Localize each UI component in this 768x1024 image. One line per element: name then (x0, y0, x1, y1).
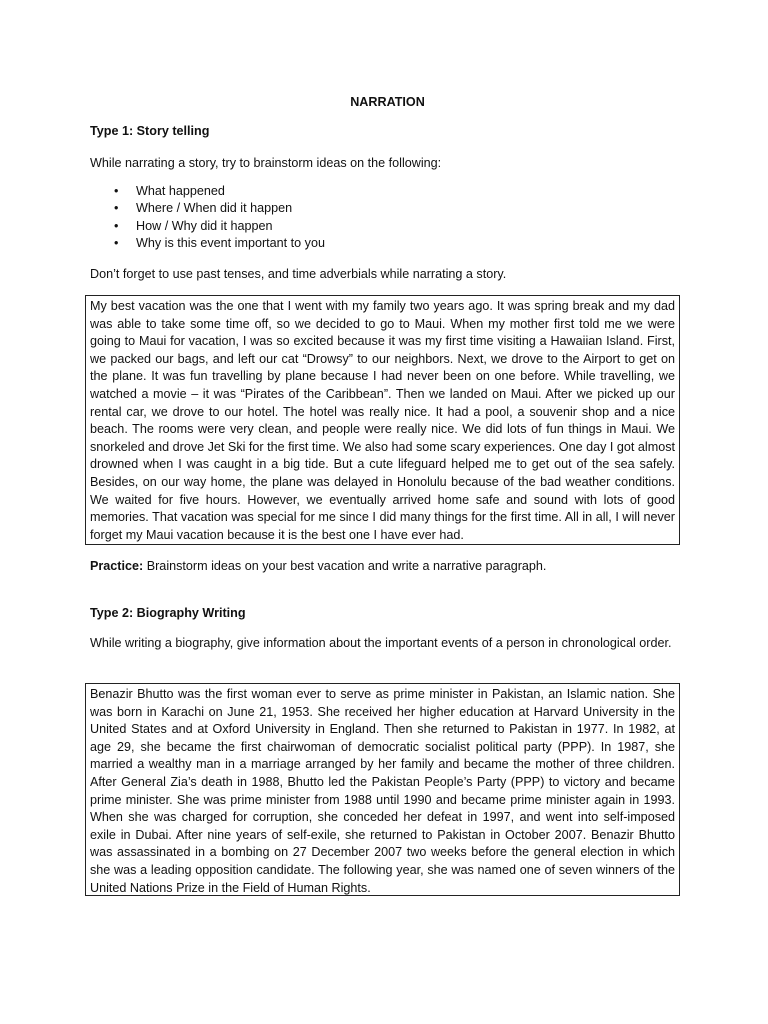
type1-heading: Type 1: Story telling (90, 124, 210, 138)
bullet-icon: • (114, 218, 119, 233)
list-item (90, 235, 325, 252)
biography-sample-text: Benazir Bhutto was the first woman ever to serve as prime minister in Pakistan, an Islamic nation. She was born in Karachi on June 21, 1953. She received her higher education at Harvard University in the United States and at Oxford University in England. Then she returned to Pakistan in 1977. In 1982, at age 29, she became the first chairwoman of democratic socialist political party (PPP). In 1987, she married a wealthy man in a marriage arranged by her family and became the mother of three children. After General Zia’s death in 1988, Bhutto led the Pakistan People’s Party (PPP) to victory and became prime minister. She was prime minister from 1988 until 1990 and became prime minister again in 1993. When she was charged for corruption, she conceded her defeat in 1997, and went into self-imposed exile in Dubai. After nine years of self-exile, she returned to Pakistan in October 2007. Benazir Bhutto was assassinated in a bombing on 27 December 2007 two weeks before the general election in which she was a leading opposition candidate. The following year, she was named one of seven winners of the United Nations Prize in the Field of Human Rights. (90, 687, 675, 895)
bullet-icon: • (114, 201, 119, 216)
type1-tip: Don’t forget to use past tenses, and time adverbials while narrating a story. (90, 267, 507, 281)
list-item-text: How / Why did it happen (136, 218, 273, 233)
vacation-sample-text: My best vacation was the one that I went with my family two years ago. It was spring break and my dad was able to take some time off, so we decided to go to Maui. When my mother first told me we were going to Maui for vacation, I was so excited because it was my first time visiting a Hawaiian Island. First, we packed our bags, and left our cat “Drowsy” to our neighbors. Next, we drove to the Airport to get on the plane. It was fun travelling by plane because I had never been on one before. While travelling, we watched a movie – it was “Pirates of the Caribbean”. Then we landed on Maui. After we picked up our rental car, we drove to our hotel. The hotel was really nice. It had a pool, a souvenir shop and a nice beach. The rooms were very clean, and people were really nice. We did lots of fun things in Maui. We snorkeled and drove Jet Ski for the first time. We also had some scary experiences. One day I got almost drowned when I was caught in a big tide. But a cute lifeguard helped me to get out of the sea safely. Besides, on our way home, the plane was delayed in Honolulu because of the bad weather conditions. We waited for five hours. However, we eventually arrived home safe and sound with lots of good memories. That vacation was special for me since I did many things for the first time. All in all, I will never forget my Maui vacation because it is the best one I have ever had. (90, 299, 675, 542)
bullet-icon: • (114, 184, 119, 198)
practice-text: Brainstorm ideas on your best vacation and write a narrative paragraph. (143, 559, 547, 573)
vacation-sample-box (85, 295, 680, 545)
list-item (90, 200, 325, 217)
practice-label: Practice: (90, 559, 144, 573)
type2-intro: While writing a biography, give information about the important events of a person in chronological order. (90, 636, 672, 650)
biography-sample-box (85, 683, 680, 896)
list-item-text: What happened (136, 184, 225, 198)
list-item (90, 183, 325, 200)
type1-intro: While narrating a story, try to brainstorm ideas on the following: (90, 156, 442, 170)
document-title: NARRATION (350, 95, 425, 109)
list-item (90, 218, 325, 235)
bullet-icon: • (114, 236, 119, 251)
list-item-text: Where / When did it happen (136, 201, 293, 216)
type1-bullet-list (90, 183, 325, 253)
type2-heading: Type 2: Biography Writing (90, 606, 246, 620)
list-item-text: Why is this event important to you (136, 236, 325, 251)
practice-line (90, 558, 685, 576)
